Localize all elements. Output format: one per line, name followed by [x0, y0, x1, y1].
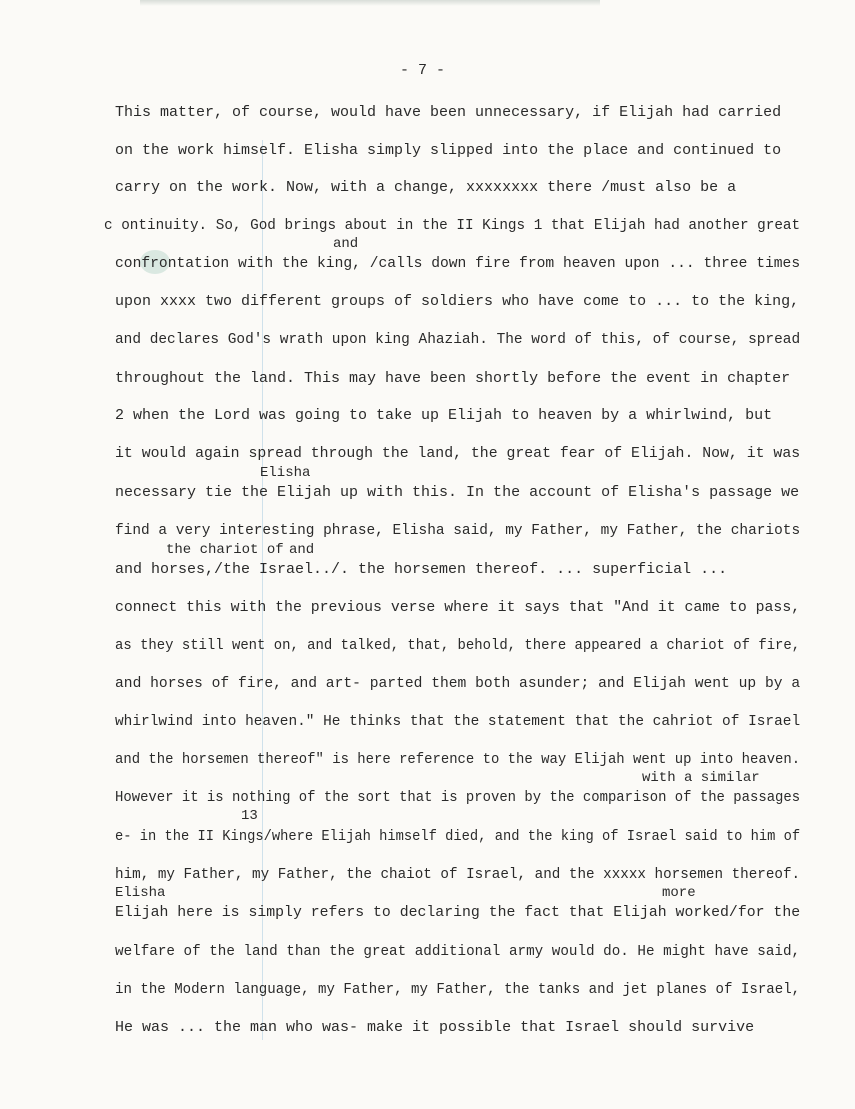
text-line-18: and the horsemen thereof" is here reference to the way Elijah went up into heaven. — [115, 751, 801, 768]
text-line-16: and horses of fire, and art- parted them both asunder; and Elijah went up by a — [115, 675, 801, 692]
insertion-elisha-2: Elisha — [115, 885, 166, 901]
text-line-13: and horses,/the Israel../. the horsemen thereof. ... superficial ... — [115, 561, 728, 578]
text-line-6: upon xxxx two different groups of soldiers who have come to ... to the king, — [115, 293, 800, 310]
text-line-11: necessary tie the Elijah up with this. In the account of Elisha's passage we — [115, 484, 800, 501]
text-line-20: e- in the II Kings/where Elijah himself died, and the king of Israel said to him of — [115, 828, 801, 845]
text-line-9: 2 when the Lord was going to take up Elijah to heaven by a whirlwind, but — [115, 407, 773, 424]
text-line-14: connect this with the previous verse where it says that "And it came to pass, — [115, 599, 801, 616]
text-line-7: and declares God's wrath upon king Ahaziah. The word of this, of course, spread — [115, 331, 801, 348]
insertion-more: more — [662, 885, 696, 901]
text-line-8: throughout the land. This may have been shortly before the event in chapter — [115, 370, 791, 387]
text-line-17: whirlwind into heaven." He thinks that the statement that the cahriot of Israel — [115, 713, 801, 730]
insertion-13: 13 — [241, 808, 258, 824]
text-line-12: find a very interesting phrase, Elisha said, my Father, my Father, the chariots — [115, 522, 801, 539]
text-line-1: This matter, of course, would have been unnecessary, if Elijah had carried — [115, 104, 782, 121]
text-line-22: Elijah here is simply refers to declaring the fact that Elijah worked/for the — [115, 904, 801, 921]
text-line-25: He was ... the man who was- make it possible that Israel should survive — [115, 1019, 755, 1036]
insertion-chariot-of: the chariot of — [166, 542, 284, 558]
text-line-21: him, my Father, my Father, the chaiot of Israel, and the xxxxx horsemen thereof. — [115, 866, 801, 883]
text-line-5: confrontation with the king, /calls down fire from heaven upon ... three times — [115, 255, 801, 272]
text-line-2: on the work himself. Elisha simply slipped into the place and continued to — [115, 142, 782, 159]
text-line-24: in the Modern language, my Father, my Father, the tanks and jet planes of Israel, — [115, 981, 801, 998]
insertion-and-1: and — [333, 236, 359, 252]
page-number: - 7 - — [400, 62, 446, 79]
text-line-3: carry on the work. Now, with a change, xxxxxxxx there /must also be a — [115, 179, 737, 196]
text-line-23: welfare of the land than the great additional army would do. He might have said, — [115, 943, 801, 960]
text-line-4: c ontinuity. So, God brings about in the II Kings 1 that Elijah had another great — [104, 217, 801, 234]
insertion-with-a-similar: with a similar — [642, 770, 760, 786]
scan-edge-bleed — [140, 0, 600, 6]
text-line-10: it would again spread through the land, the great fear of Elijah. Now, it was — [115, 445, 801, 462]
insertion-and-2: and — [289, 542, 315, 558]
text-line-15: as they still went on, and talked, that, behold, there appeared a chariot of fire, — [115, 637, 801, 654]
insertion-elisha-1: Elisha — [260, 465, 311, 481]
text-line-19: However it is nothing of the sort that is proven by the comparison of the passages — [115, 789, 801, 806]
